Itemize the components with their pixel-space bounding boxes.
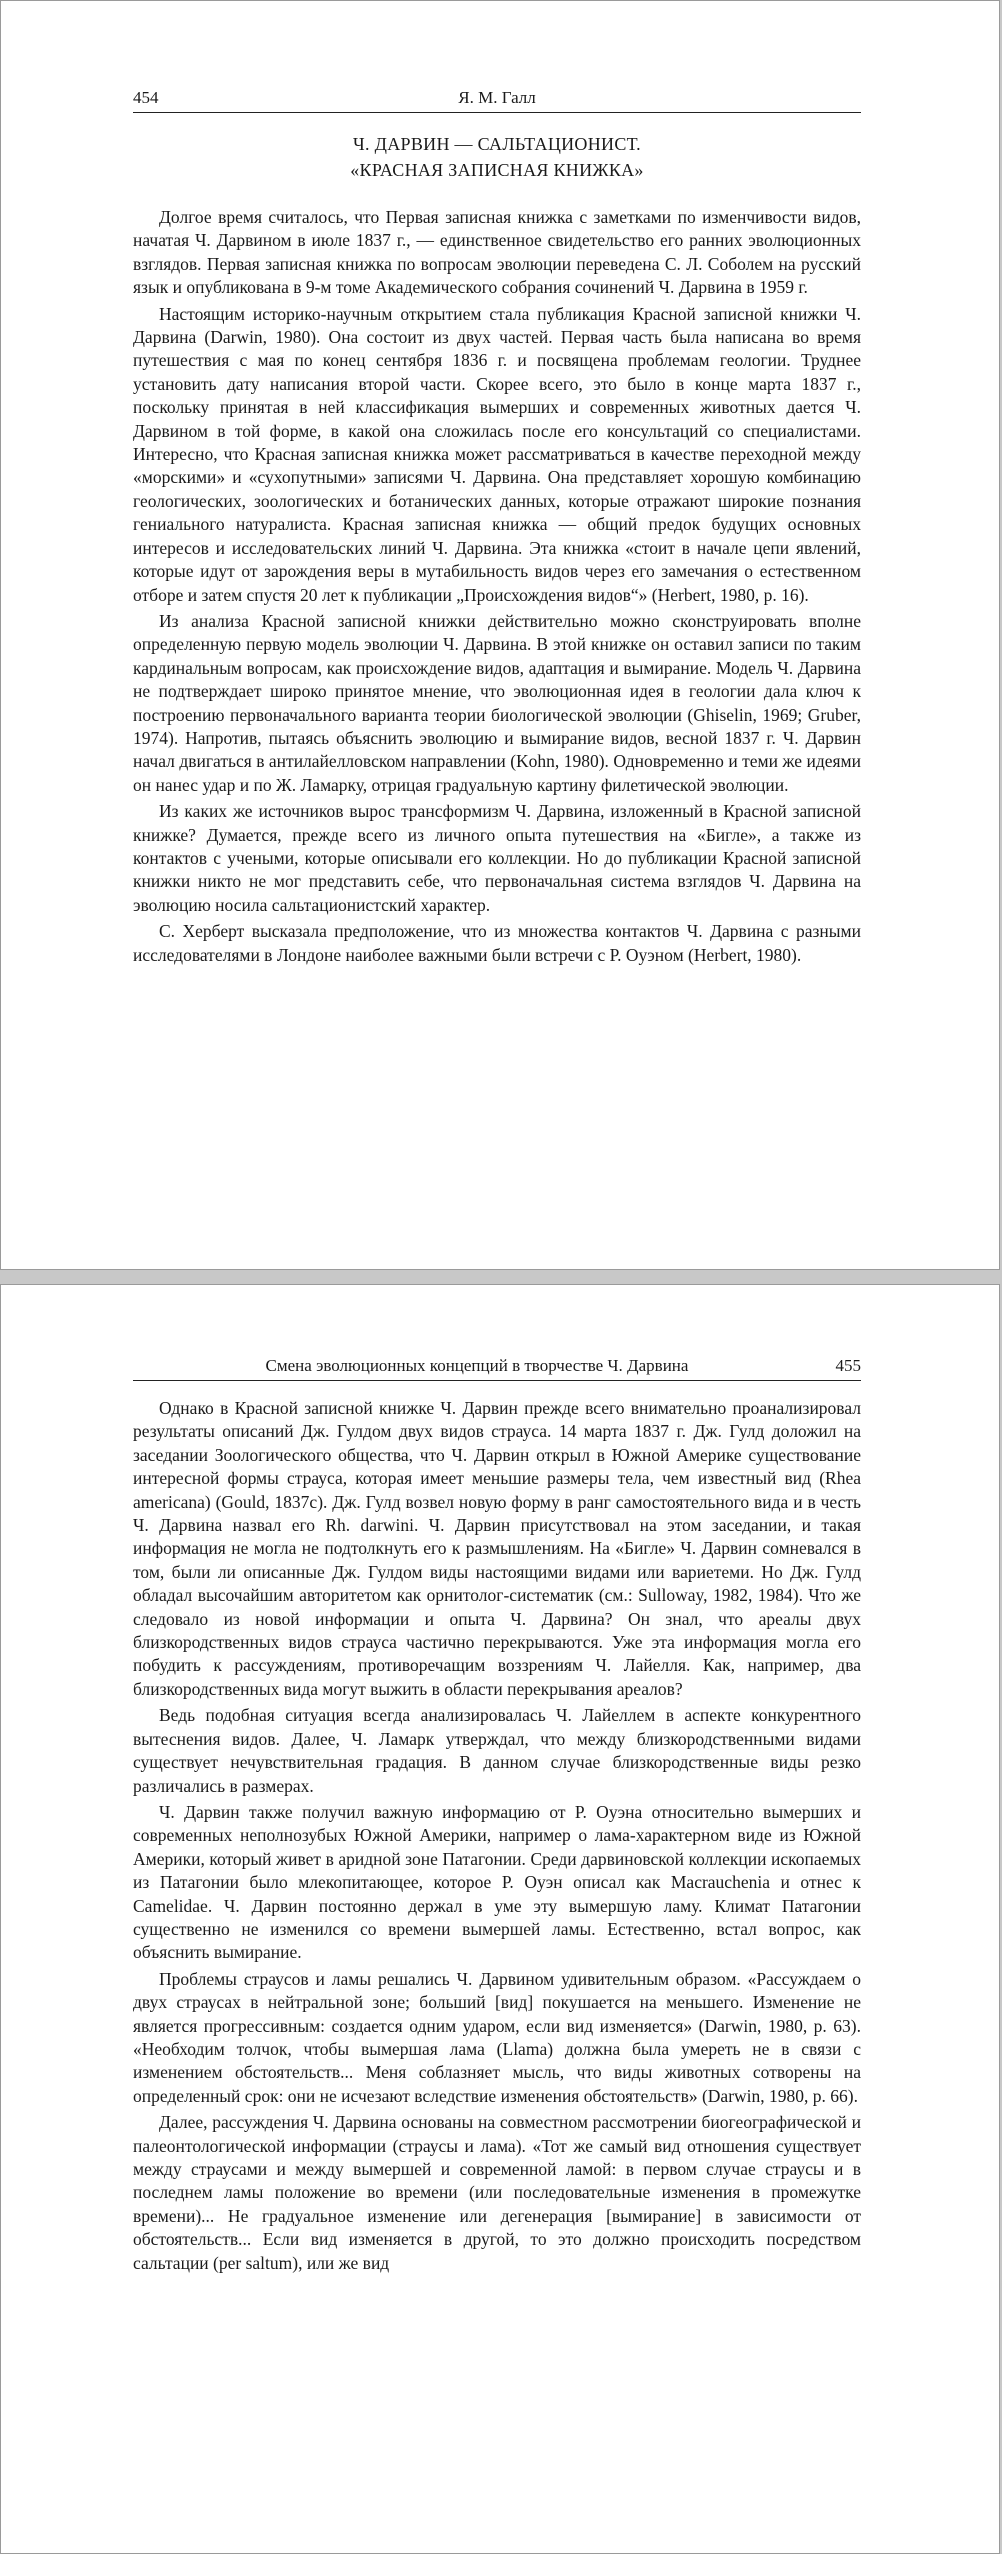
paragraph: Ч. Дарвин также получил важную информацию от Р. Оуэна относительно вымерших и современных неполнозубых Южной Америки, например о лама-характерном виде из Южной Америки, который живет в аридной зоне Патагонии. Среди дарвиновской коллекции ископаемых из Патагонии было млекопитающее, которое Р. Оуэн описал как Macrauchenia и отнес к Camelidae. Ч. Дарвин постоянно держал в уме эту вымершую ламу. Климат Патагонии существенно не изменился со времени вымершей ламы. Естественно, встал вопрос, как объяснить вымирание. [133, 1801, 861, 1963]
page-454 [0, 0, 1000, 1270]
chapter-title [133, 131, 861, 183]
paragraph: Настоящим историко-научным открытием стала публикация Красной записной книжки Ч. Дарвина (Darwin, 1980). Она состоит из двух частей. Первая часть была написана во время путешествия с мая по конец сентября 1836 г. и посвящена проблемам геологии. Труднее установить дату написания второй части. Скорее всего, это было в конце марта 1837 г., поскольку принятая в ней классификация вымерших и современных животных дается Ч. Дарвином в той форме, в какой она сложилась после его консультаций со специалистами. Интересно, что Красная записная книжка может рассматриваться в качестве переходной между «морскими» и «сухопутными» записями Ч. Дарвина. Она представляет хорошую комбинацию геологических, зоологических и ботанических данных, которые отражают широкие познания гениального натуралиста. Красная записная книжка — общий предок будущих основных интересов и исследовательских линий Ч. Дарвина. Эта книжка «стоит в начале цепи явлений, которые идут от зарождения веры в мутабильность видов через его замечания о естественном отборе и затем спустя 20 лет к публикации „Происхождения видов“» (Herbert, 1980, p. 16). [133, 303, 861, 605]
page-number: 454 [133, 88, 159, 107]
paragraph: Из анализа Красной записной книжки действительно можно сконструировать вполне определенную первую модель эволюции Ч. Дарвина. В этой книжке он оставил записи по таким кардинальным вопросам, как происхождение видов, адаптация и вымирание. Модель Ч. Дарвина не подтверждает широко принятое мнение, что эволюционная идея в геологии дала ключ к построению первоначального варианта теории биологической эволюции (Ghiselin, 1969; Gruber, 1974). Напротив, пытаясь объяснить эволюцию и вымирание видов, весной 1837 г. Ч. Дарвин начал двигаться в антилайелловском направлении (Kohn, 1980). Одновременно и теми же идеями он нанес удар и по Ж. Ламарку, отрицая градуальную картину филетической эволюции. [133, 610, 861, 795]
paragraph: Ведь подобная ситуация всегда анализировалась Ч. Лайеллем в аспекте конкурентного вытеснения видов. Далее, Ч. Ламарк утверждал, что между близкородственными видами существует нечувствительная градация. В данном случае близкородственные виды резко различались в размерах. [133, 1705, 861, 1796]
running-header [133, 87, 861, 113]
page-455 [0, 1284, 1000, 2554]
paragraph: С. Херберт высказала предположение, что из множества контактов Ч. Дарвина с разными исследователями в Лондоне наиболее важными были встречи с Р. Оуэном (Herbert, 1980). [133, 921, 861, 965]
running-head-title: Я. М. Галл [458, 88, 536, 107]
paragraph: Проблемы страусов и ламы решались Ч. Дарвином удивительным образом. «Рассуждаем о двух страусах в нейтральной зоне; больший [вид] покушается на меньшего. Изменение не является прогрессивным: создается одним ударом, если вид изменяется» (Darwin, 1980, p. 63). «Необходим толчок, чтобы вымершая лама (Llama) должна была умереть не в связи с изменением обстоятельств... Меня соблазняет мысль, что виды животных сотворены на определенный срок: они не исчезают вследствие изменения обстоятельств» (Darwin, 1980, p. 66). [133, 1968, 861, 2106]
paragraph: Долгое время считалось, что Первая записная книжка с заметками по изменчивости видов, начатая Ч. Дарвином в июле 1837 г., — единственное свидетельство его ранних эволюционных взглядов. Первая записная книжка по вопросам эволюции переведена С. Л. Соболем на русский язык и опубликована в 9-м томе Академического собрания сочинений Ч. Дарвина в 1959 г. [133, 207, 861, 298]
paragraph: Далее, рассуждения Ч. Дарвина основаны на совместном рассмотрении биогеографической и палеонтологической информации (страусы и лама). «Тот же самый вид отношения существует между страусами и между вымершей и современной ламой: в первом случае страусы и в последнем ламы положение во времени (или последовательные изменения в промежутке времени)... Не градуальное изменение или дегенерация [вымирание] в зависимости от обстоятельств... Если вид изменяется в другой, то это должно происходить посредством сальтации (per saltum), или же вид [133, 2112, 861, 2273]
body-text [133, 1397, 861, 2278]
body-text [133, 206, 861, 970]
page-number: 455 [835, 1356, 861, 1375]
running-header [133, 1355, 861, 1381]
chapter-title-line-2: «КРАСНАЯ ЗАПИСНАЯ КНИЖКА» [350, 160, 644, 180]
paragraph: Из каких же источников вырос трансформизм Ч. Дарвина, изложенный в Красной записной книжке? Думается, прежде всего из личного опыта путешествия на «Бигле», а также из контактов с учеными, которые описывали его коллекции. Но до публикации Красной записной книжки никто не мог представить себе, что первоначальная система взглядов Ч. Дарвина на эволюцию носила сальтационистский характер. [133, 801, 861, 915]
paragraph: Однако в Красной записной книжке Ч. Дарвин прежде всего внимательно проанализировал результаты описаний Дж. Гулдом двух видов страуса. 14 марта 1837 г. Дж. Гулд доложил на заседании Зоологического общества, что Ч. Дарвин открыл в Южной Америке существование интересной формы страуса, которая имеет меньшие размеры тела, чем известный вид (Rhea americana) (Gould, 1837c). Дж. Гулд возвел новую форму в ранг самостоятельного вида и в честь Ч. Дарвина назвал его Rh. darwini. Ч. Дарвин присутствовал на этом заседании, и такая информация не могла не подтолкнуть его к размышлениям. На «Бигле» Ч. Дарвин сомневался в том, были ли описанные Дж. Гулдом виды настоящими видами или вариетеми. Но Дж. Гулд обладал высочайшим авторитетом как орнитолог-систематик (см.: Sulloway, 1982, 1984). Что же следовало из новой информации и опыта Ч. Дарвина? Он знал, что ареалы двух близкородственных видов страуса частично перекрываются. Уже эта информация могла его побудить к рассуждениям, противоречащим воззрениям Ч. Лайелля. Как, например, два близкородственных вида могут выжить в области перекрывания ареалов? [133, 1398, 861, 1699]
running-head-title: Смена эволюционных концепций в творчестве Ч. Дарвина [265, 1356, 689, 1375]
chapter-title-line-1: Ч. ДАРВИН — САЛЬТАЦИОНИСТ. [353, 134, 641, 154]
